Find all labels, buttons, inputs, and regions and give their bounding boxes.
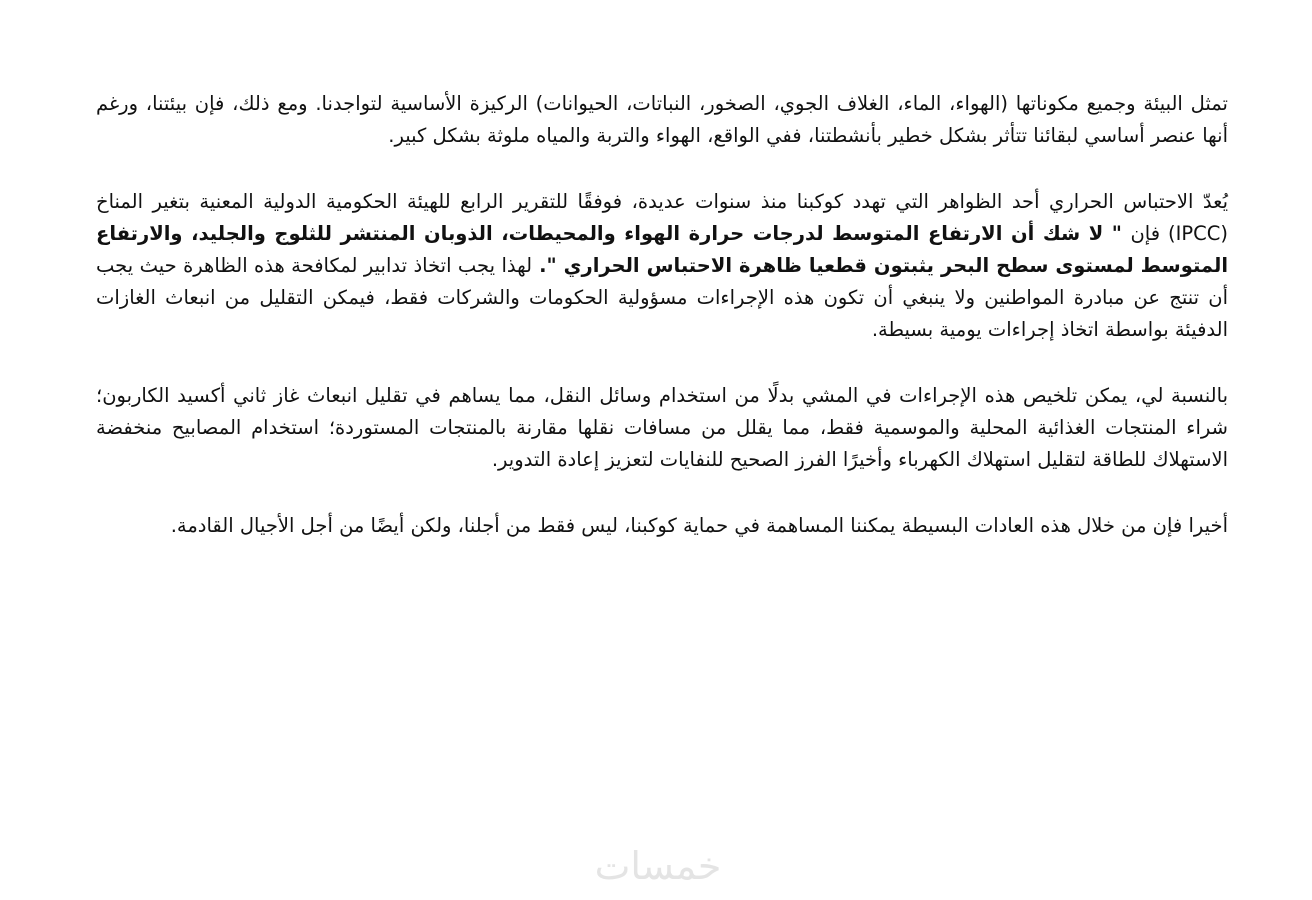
paragraph-text-lead: يُعدّ الاحتباس الحراري أحد الظواهر التي تهدد كوكبنا منذ سنوات عديدة، فوفقًا للتقرير الرابع للهيئة الحكومية الدولية المعنية بتغير المناخ (IPCC) فإن	[96, 190, 1228, 245]
paragraph-text-tail: لهذا يجب اتخاذ تدابير لمكافحة هذه الظاهرة حيث يجب أن تنتج عن مبادرة المواطنين ولا ينبغي أن تكون هذه الإجراءات مسؤولية الحكومات والشركات فقط، فيمكن التقليل من انبعاث الغازات الدفيئة بواسطة اتخاذ إجراءات يومية بسيطة.	[96, 254, 1228, 341]
ipcc-quote: " لا شك أن الارتفاع المتوسط لدرجات حرارة الهواء والمحيطات، الذوبان المنتشر للثلوج والجليد، والارتفاع المتوسط لمستوى سطح البحر يثبتون قطعيا ظاهرة الاحتباس الحراري ".	[96, 222, 1228, 277]
paragraph-environment-intro	[96, 88, 1228, 152]
paragraph-global-warming	[96, 186, 1228, 346]
paragraph-text: تمثل البيئة وجميع مكوناتها (الهواء، الماء، الغلاف الجوي، الصخور، النباتات، الحيوانات) الركيزة الأساسية لتواجدنا. ومع ذلك، فإن بيئتنا، ورغم أنها عنصر أساسي لبقائنا تتأثر بشكل خطير بأنشطتنا، ففي الواقع، الهواء والتربة والمياه ملوثة بشكل كبير.	[96, 92, 1228, 147]
paragraph-daily-actions	[96, 380, 1228, 476]
article-body	[96, 88, 1228, 542]
khamsat-watermark: خمسات	[594, 844, 722, 888]
paragraph-text: أخيرا فإن من خلال هذه العادات البسيطة يمكننا المساهمة في حماية كوكبنا، ليس فقط من أجلنا، ولكن أيضًا من أجل الأجيال القادمة.	[170, 514, 1228, 537]
paragraph-conclusion	[96, 510, 1228, 542]
paragraph-text: بالنسبة لي، يمكن تلخيص هذه الإجراءات في المشي بدلًا من استخدام وسائل النقل، مما يساهم في تقليل انبعاث غاز ثاني أكسيد الكاربون؛ شراء المنتجات الغذائية المحلية والموسمية فقط، مما يقلل من مسافات نقلها مقارنة بالمنتجات المستوردة؛ استخدام المصابيح منخفضة الاستهلاك للطاقة لتقليل استهلاك الكهرباء وأخيرًا الفرز الصحيح للنفايات لتعزيز إعادة التدوير.	[96, 384, 1228, 471]
